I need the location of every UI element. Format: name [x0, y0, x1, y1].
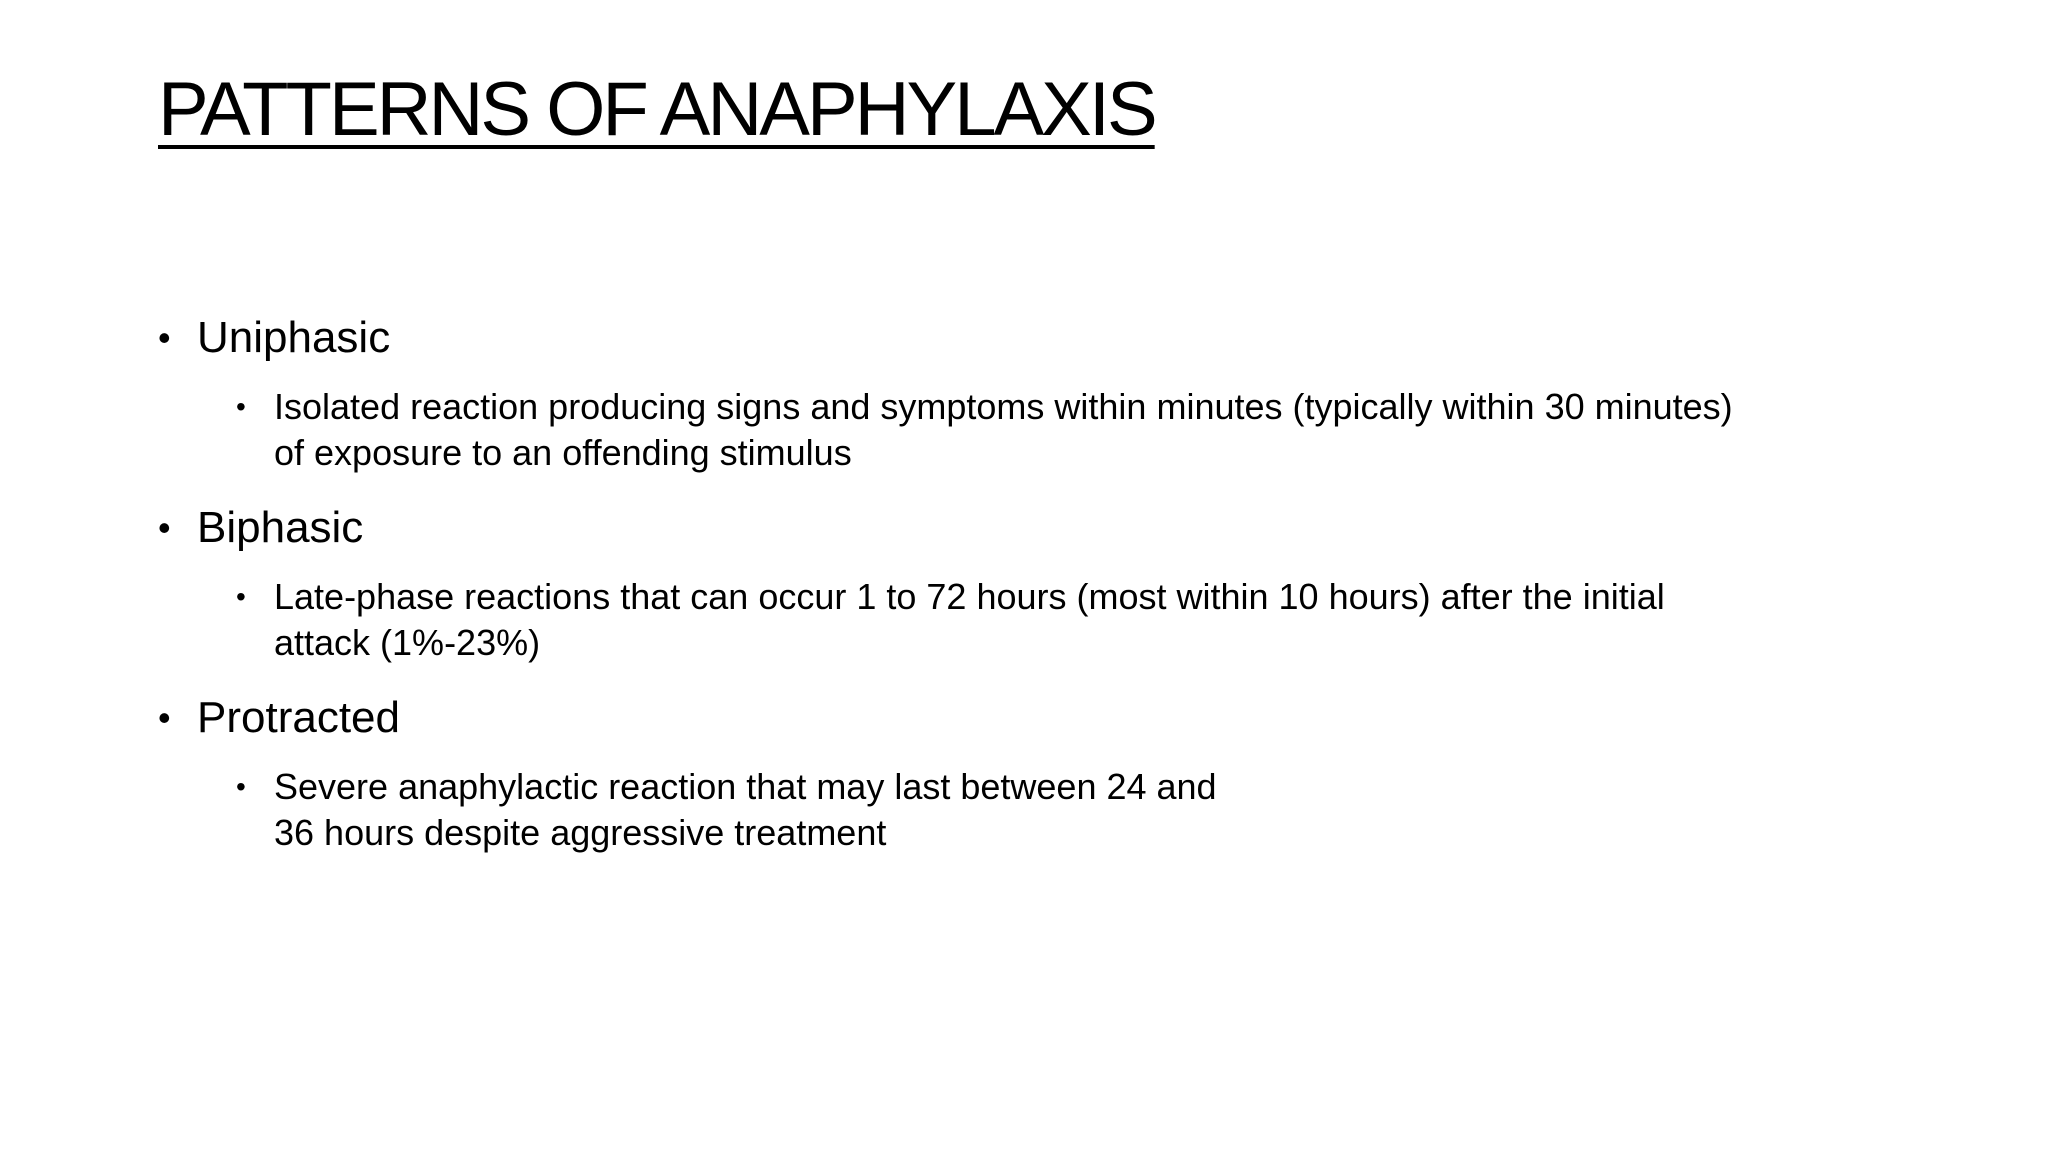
sub-bullet-text: Severe anaphylactic reaction that may last between 24 and 36 hours despite aggressive treatment: [274, 766, 1217, 853]
bullet-dot-icon: •: [158, 317, 171, 358]
slide-title: PATTERNS OF ANAPHYLAXIS: [158, 67, 1155, 152]
bullet-dot-icon: •: [158, 697, 171, 738]
bullet-label: Biphasic: [197, 503, 364, 552]
bullet-dot-icon: •: [236, 581, 246, 612]
bullet-label: Uniphasic: [197, 313, 391, 362]
bullet-dot-icon: •: [236, 391, 246, 422]
sub-bullet-uniphasic: [236, 384, 1918, 476]
sub-bullet-biphasic: [236, 574, 1918, 666]
bullet-dot-icon: •: [236, 771, 246, 802]
bullet-protracted: [158, 690, 1918, 746]
bullet-list: [158, 310, 1918, 880]
sub-bullet-text: Isolated reaction producing signs and symptoms within minutes (typically within 30 minutes) of exposure to an offending stimulus: [274, 386, 1733, 473]
bullet-uniphasic: [158, 310, 1918, 366]
bullet-label: Protracted: [197, 693, 400, 742]
bullet-biphasic: [158, 500, 1918, 556]
sub-bullet-text: Late-phase reactions that can occur 1 to 72 hours (most within 10 hours) after the initial attack (1%-23%): [274, 576, 1665, 663]
sub-bullet-protracted: [236, 764, 1918, 856]
bullet-dot-icon: •: [158, 507, 171, 548]
